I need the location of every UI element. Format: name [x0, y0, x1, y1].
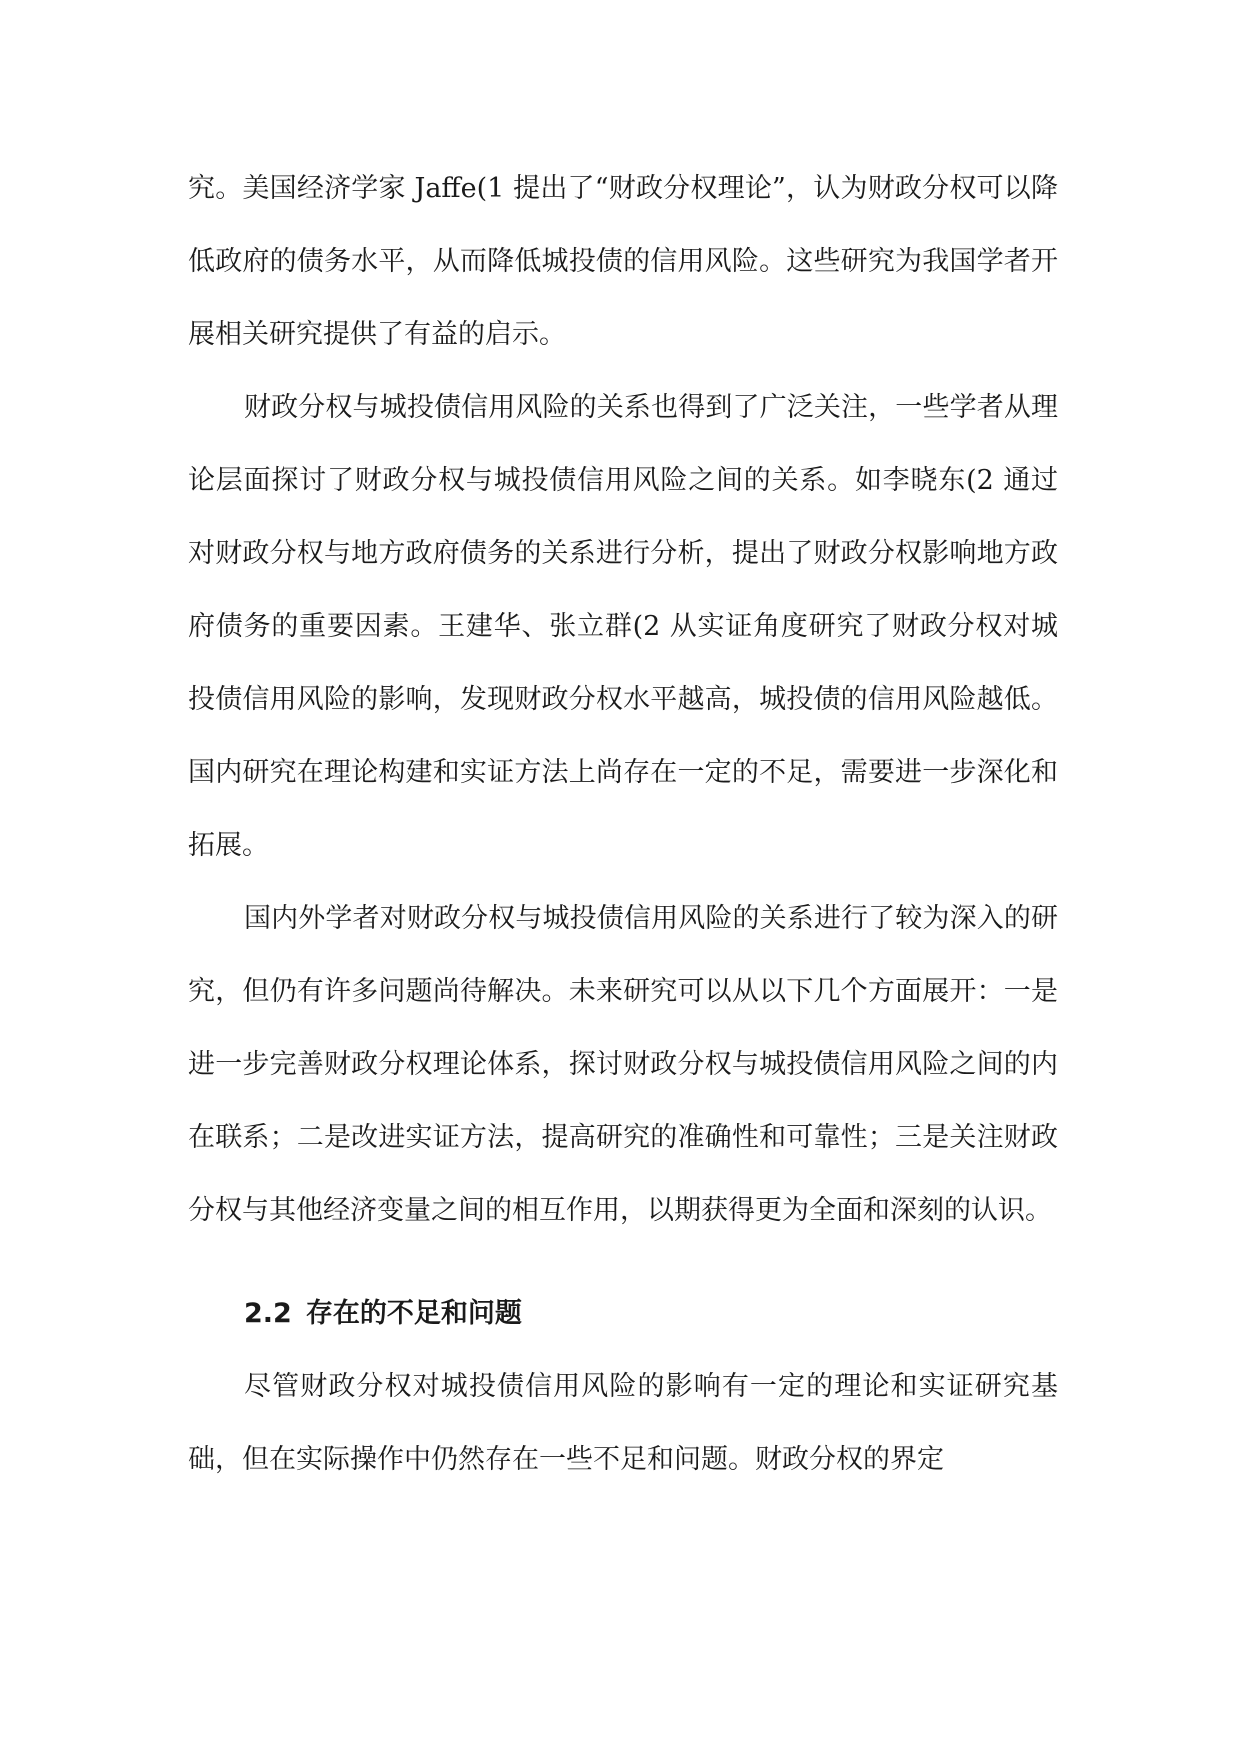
section-title: 存在的不足和问题 [305, 1298, 522, 1329]
document-page [188, 152, 1058, 1496]
paragraph-shortcomings: 尽管财政分权对城投债信用风险的影响有一定的理论和实证研究基础，但在实际操作中仍然存在一些不足和问题。财政分权的界定 [188, 1371, 1058, 1475]
section-heading [188, 1277, 1058, 1350]
paragraph-literature-domestic: 财政分权与城投债信用风险的关系也得到了广泛关注，一些学者从理论层面探讨了财政分权与城投债信用风险之间的关系。如李晓东(2 通过对财政分权与地方政府债务的关系进行分析，提出了财政分权影响地方政府债务的重要因素。王建华、张立群(2 从实证角度研究了财政分权对城投债信用风险的影响，发现财政分权水平越高，城投债的信用风险越低。国内研究在理论构建和实证方法上尚存在一定的不足，需要进一步深化和拓展。 [188, 392, 1058, 861]
paragraph-literature-summary: 国内外学者对财政分权与城投债信用风险的关系进行了较为深入的研究，但仍有许多问题尚待解决。未来研究可以从以下几个方面展开：一是进一步完善财政分权理论体系，探讨财政分权与城投债信用风险之间的内在联系；二是改进实证方法，提高研究的准确性和可靠性；三是关注财政分权与其他经济变量之间的相互作用，以期获得更为全面和深刻的认识。 [188, 903, 1058, 1226]
section-number: 2.2 [244, 1298, 292, 1329]
paragraph-continuation: 究。美国经济学家 Jaffe(1 提出了“财政分权理论”，认为财政分权可以降低政府的债务水平，从而降低城投债的信用风险。这些研究为我国学者开展相关研究提供了有益的启示。 [188, 173, 1058, 350]
